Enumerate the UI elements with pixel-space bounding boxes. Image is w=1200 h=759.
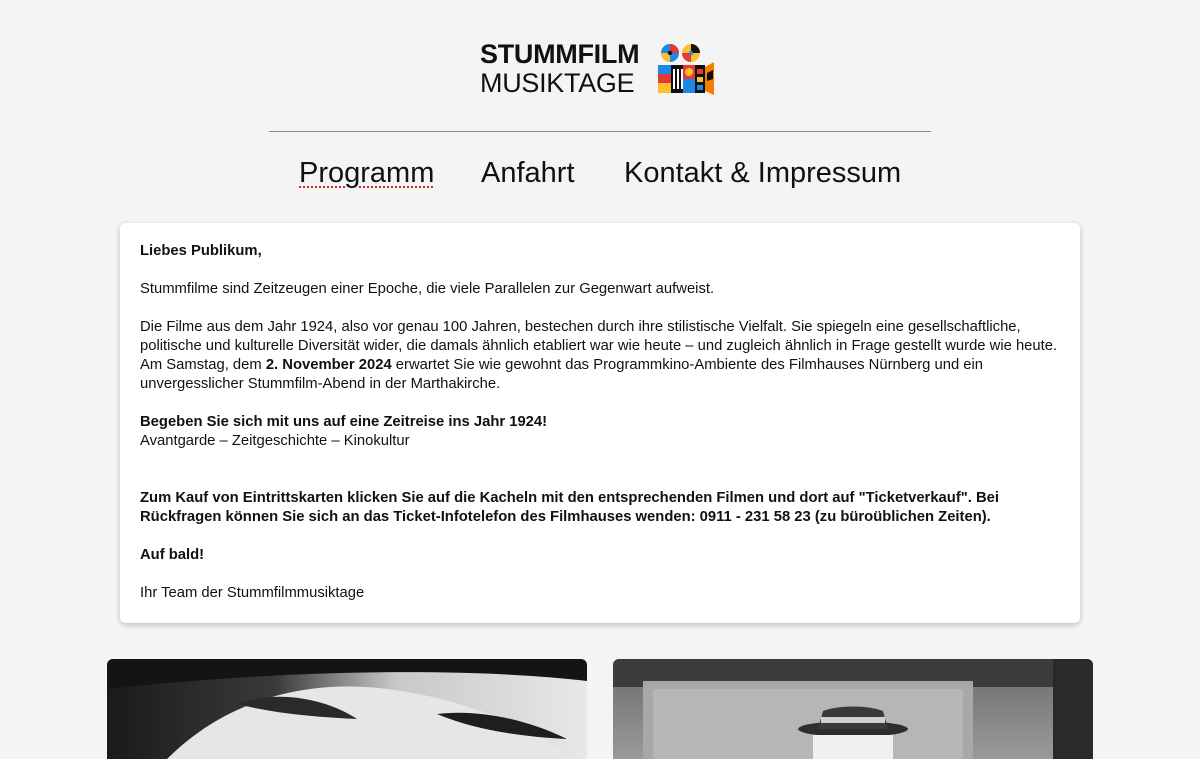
- welcome-intro: Stummfilme sind Zeitzeugen einer Epoche, die viele Parallelen zur Gegenwart aufweist.: [140, 281, 715, 297]
- welcome-tagline: [140, 413, 1060, 451]
- tagline-headline: Begeben Sie sich mit uns auf eine Zeitreise ins Jahr 1924!: [140, 414, 548, 430]
- closing-line: Auf bald!: [140, 547, 205, 563]
- logo-line-2: MUSIKTAGE: [480, 68, 635, 98]
- ticket-info: Zum Kauf von Eintrittskarten klicken Sie auf die Kacheln mit den entsprechenden Filmen und dort auf "Ticketverkauf". Bei Rückfragen können Sie sich an das Ticket-Infotelefon des Filmhauses wenden: 0911 - 231 58 23 (zu büroüblichen Zeiten).: [140, 490, 1000, 525]
- site-logo[interactable]: [480, 40, 720, 102]
- nav-item-programm[interactable]: Programm: [299, 157, 435, 189]
- welcome-description: [140, 318, 1060, 394]
- site-header: [0, 0, 1200, 215]
- film-still-hat-image: [613, 659, 1093, 759]
- welcome-card: [120, 223, 1080, 623]
- film-still-portrait-image: [107, 659, 587, 759]
- logo-film-mark-icon: [658, 43, 716, 97]
- logo-line-1: STUMMFILM: [480, 39, 640, 69]
- film-tile-2[interactable]: [613, 659, 1093, 759]
- film-tile-1[interactable]: [107, 659, 587, 759]
- description-text-start: Die Filme aus dem Jahr 1924, also vor genau 100 Jahren, bestechen durch ihre stilistische Vielfalt. Sie spiegeln eine gesellschaftliche, politische und kulturelle Diversität wider, die damals ähnlich etabliert war wie heute – und zugleich ähnlich in Frage gestellt wurde wie heute. Am Samstag, dem: [140, 319, 1058, 373]
- nav-item-anfahrt[interactable]: Anfahrt: [481, 157, 575, 189]
- description-text-end: erwartet Sie wie gewohnt das Programmkino-Ambiente des Filmhauses Nürnberg und ein unvergesslicher Stummfilm-Abend in der Marthakirche.: [140, 357, 984, 392]
- event-date: 2. November 2024: [265, 357, 392, 373]
- logo-wordmark: [480, 40, 655, 98]
- header-divider: [269, 131, 931, 132]
- nav-item-kontakt-impressum[interactable]: Kontakt & Impressum: [624, 157, 902, 189]
- signature: Ihr Team der Stummfilmmusiktage: [140, 585, 365, 601]
- main-navigation: [0, 153, 1200, 197]
- welcome-greeting: Liebes Publikum,: [140, 243, 262, 259]
- tagline-subline: Avantgarde – Zeitgeschichte – Kinokultur: [140, 433, 410, 449]
